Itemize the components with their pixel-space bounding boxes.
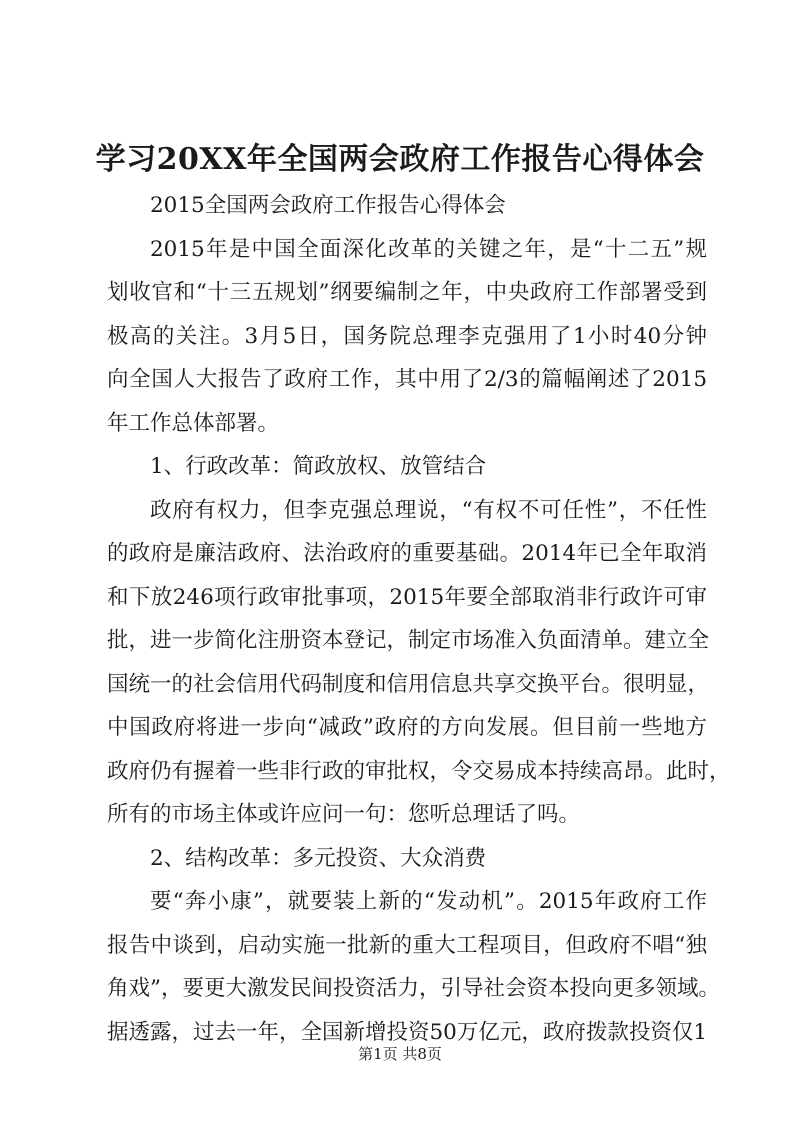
section-heading: 1、行政改革：简政放权、放管结合 xyxy=(150,454,487,479)
paragraph-line: 所有的市场主体或许应问一句：您听总理话了吗。 xyxy=(107,802,581,827)
paragraph-line: 和下放246项行政审批事项，2015年要全部取消非行政许可审 xyxy=(107,584,707,610)
subtitle-line: 2015全国两会政府工作报告心得体会 xyxy=(150,193,506,218)
paragraph-line: 划收官和“十三五规划”纲要编制之年，中央政府工作部署受到 xyxy=(107,280,707,305)
paragraph-line: 年工作总体部署。 xyxy=(107,410,280,436)
paragraph-line: 中国政府将进一步向“减政”政府的方向发展。但目前一些地方 xyxy=(107,715,707,740)
paragraph-line: 政府仍有握着一些非行政的审批权，令交易成本持续高昂。此时， xyxy=(107,758,731,784)
paragraph-line: 国统一的社会信用代码制度和信用信息共享交换平台。很明显， xyxy=(107,671,710,697)
paragraph-line: 政府有权力，但李克强总理说，“有权不可任性”，不任性 xyxy=(150,497,707,523)
paragraph-line: 的政府是廉洁政府、法治政府的重要基础。2014年已全年取消 xyxy=(107,541,707,566)
paragraph-line: 向全国人大报告了政府工作，其中用了2/3的篇幅阐述了2015 xyxy=(107,367,707,392)
paragraph-line: 报告中谈到，启动实施一批新的重大工程项目，但政府不唱“独 xyxy=(107,932,707,958)
section-heading: 2、结构改革：多元投资、大众消费 xyxy=(150,845,487,871)
paragraph-line: 角戏”，要更大激发民间投资活力，引导社会资本投向更多领域。 xyxy=(107,976,720,1001)
paragraph-line: 2015年是中国全面深化改革的关键之年，是“十二五”规 xyxy=(150,236,707,262)
paragraph-line: 据透露，过去一年，全国新增投资50万亿元，政府拨款投资仅1 xyxy=(107,1019,708,1045)
paragraph-line: 极高的关注。3月5日，国务院总理李克强用了1小时40分钟 xyxy=(107,323,707,349)
paragraph-line: 要“奔小康”，就要装上新的“发动机”。2015年政府工作 xyxy=(150,889,707,914)
page-number-footer: 第1页 共8页 xyxy=(358,1045,442,1063)
document-body xyxy=(107,184,731,1054)
document-title: 学习20XX年全国两会政府工作报告心得体会 xyxy=(95,142,705,177)
paragraph-line: 批，进一步简化注册资本登记，制定市场准入负面清单。建立全 xyxy=(107,628,710,653)
